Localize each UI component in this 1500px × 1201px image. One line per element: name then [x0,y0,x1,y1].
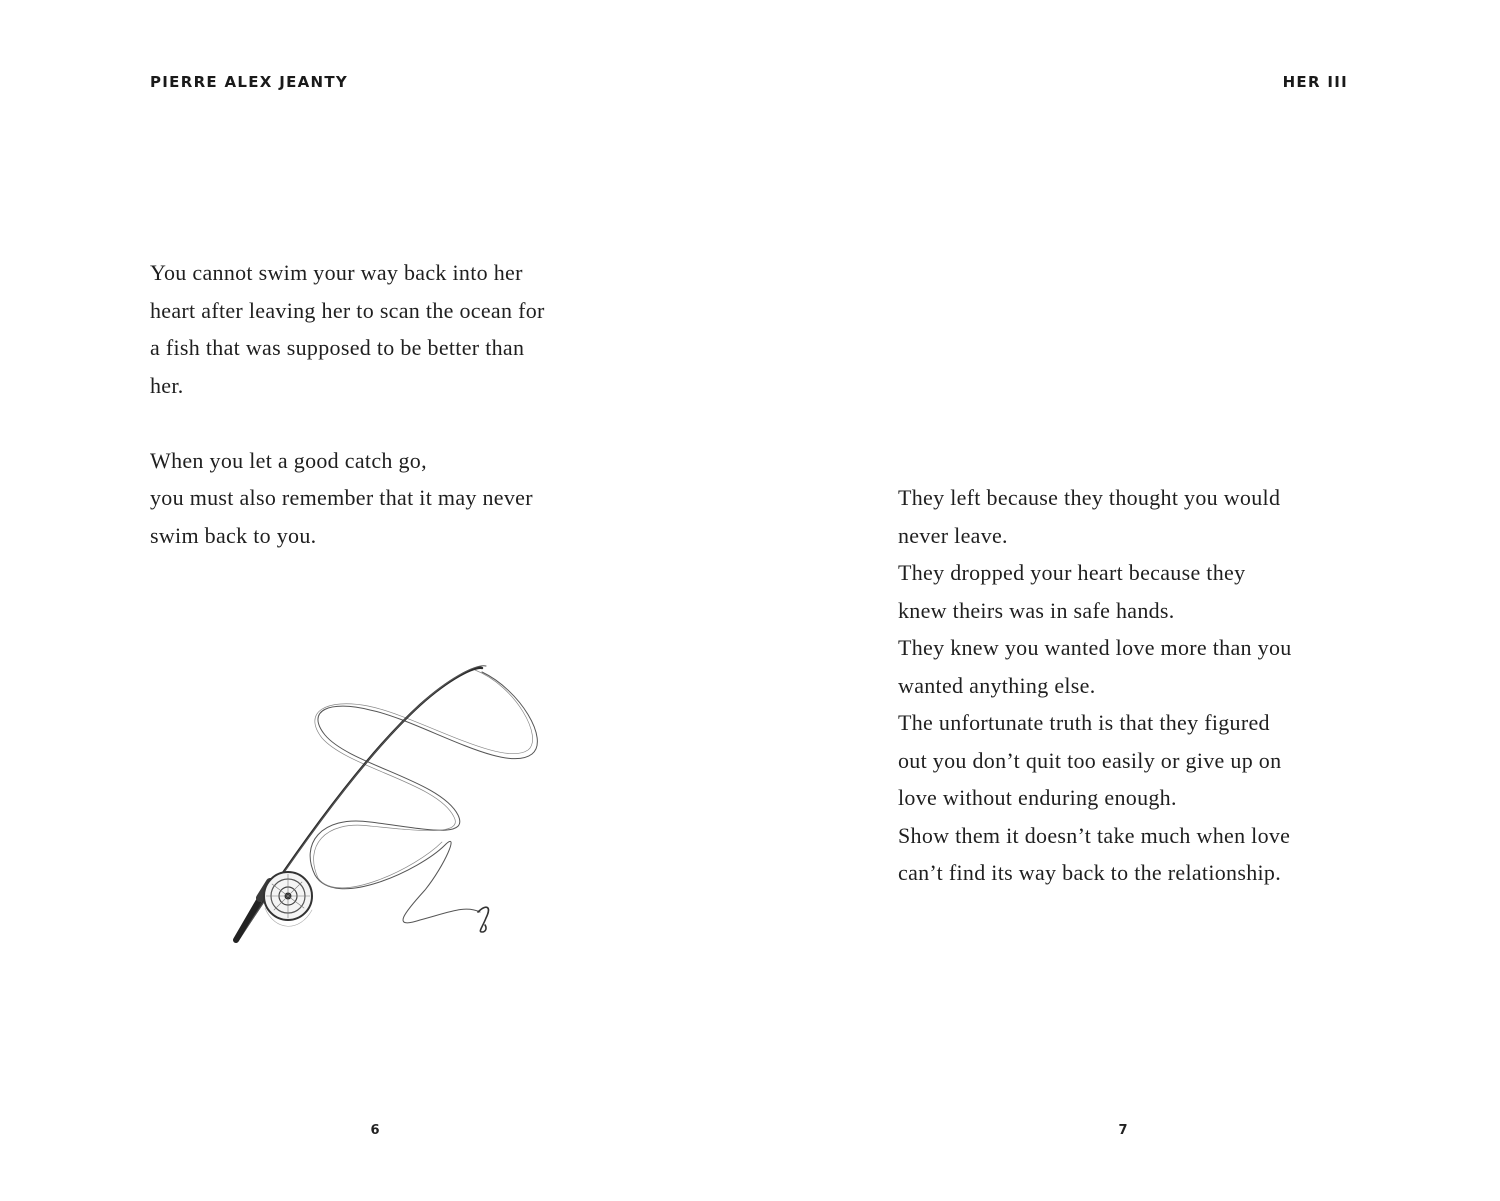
poem-line: knew theirs was in safe hands. [898,597,1175,623]
poem-line: You cannot swim your way back into her [150,260,523,285]
poem-line: They left because they thought you would [898,485,1281,510]
stanza-break [150,404,545,442]
poem-line: wanted anything else. [898,672,1096,698]
fishing-line [310,672,537,923]
poem-line: you must also remember that it may never [150,485,533,510]
left-poem [150,254,545,554]
running-head-title: HER III [1282,73,1348,91]
poem-line: can’t find its way back to the relationship. [898,860,1282,885]
hook-icon [478,907,488,932]
poem-line: They knew you wanted love more than you [898,635,1292,660]
poem-line: When you let a good catch go, [150,447,427,473]
poem-line: out you don’t quit too easily or give up on [898,747,1282,773]
poem-line: her. [150,372,184,398]
poem-line: swim back to you. [150,522,317,548]
poem-line: heart after leaving her to scan the ocean for [150,297,545,323]
running-head-author: PIERRE ALEX JEANTY [150,73,349,91]
poem-line: They dropped your heart because they [898,560,1246,585]
poem-line: Show them it doesn’t take much when love [898,822,1291,848]
poem-line: The unfortunate truth is that they figured [898,710,1270,735]
poem-line: a fish that was supposed to be better than [150,335,525,360]
page-number: 7 [1118,1123,1128,1138]
right-poem [898,479,1292,892]
poem-line: never leave. [898,522,1008,548]
fishing-rod-illustration [220,650,560,960]
page-number: 6 [370,1123,380,1138]
poem-line: love without enduring enough. [898,785,1177,810]
right-page [750,0,1500,1201]
